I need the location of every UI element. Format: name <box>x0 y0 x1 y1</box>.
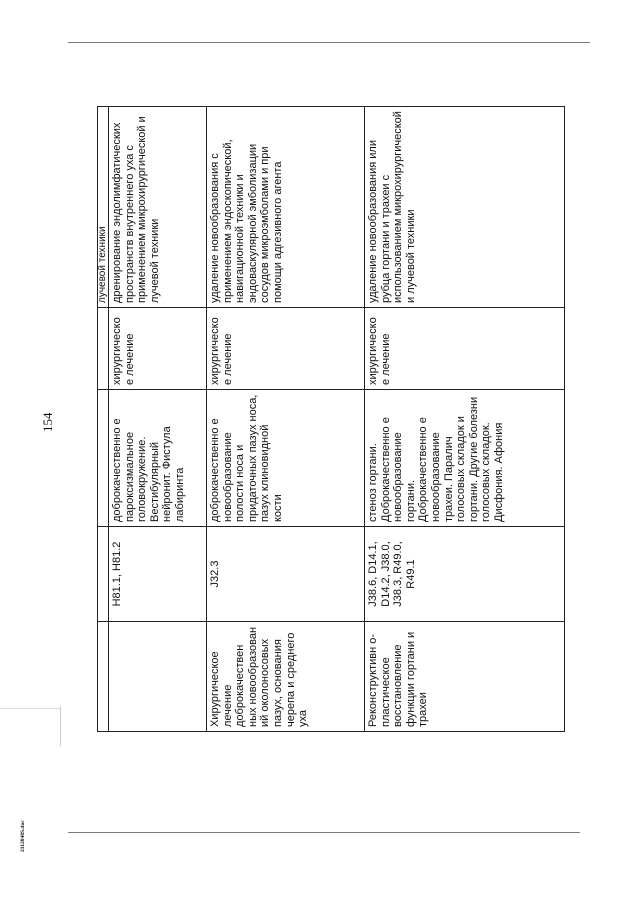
top-rule <box>68 42 590 43</box>
cell-codes: J32.3 <box>207 527 365 622</box>
cell-continuation-text: лучевой техники <box>98 107 109 308</box>
bottom-rule <box>68 832 580 833</box>
cell-group: Хирургическое лечение доброкачествен ных новообразован ий околоносовых пазух, основания черепа и среднего уха <box>207 622 365 732</box>
cell-method: удаление новообразования или рубца гортани и трахеи с использованием микрохирургической и лучевой техники <box>365 107 565 308</box>
cell-group <box>109 622 207 732</box>
cell-empty <box>98 308 109 390</box>
footer-code: 2112848S.doc <box>20 820 26 852</box>
cell-treatment: хирургическое лечение <box>109 308 207 390</box>
cell-diagnosis: стеноз гортани. Доброкачественно е новообразование гортани. Доброкачественно е новообразование трахеи. Паралич голосовых складок и гортани. Другие болезни голосовых складок. Дисфония. Афония <box>365 390 565 527</box>
table-grid <box>97 106 565 732</box>
cell-method: удаление новообразования с применением эндоскопической, навигационной техники и эндоваскулярной эмболизации сосудов микроэмболами и при помощи адгезивного агента <box>207 107 365 308</box>
cell-codes: J38.6, D14.1, D14.2, J38.0, J38.3, R49.0, R49.1 <box>365 527 565 622</box>
cell-empty <box>98 527 109 622</box>
scan-mark <box>60 706 61 746</box>
table-row <box>109 107 207 732</box>
table-row <box>365 107 565 732</box>
cell-group: Реконструктивн о-пластическое восстановление функции гортани и трахеи <box>365 622 565 732</box>
cell-diagnosis: доброкачественно е новообразование полости носа и придаточных пазух носа, пазух клиновидной кости <box>207 390 365 527</box>
cell-codes: H81.1, H81.2 <box>109 527 207 622</box>
cell-treatment: хирургическое лечение <box>207 308 365 390</box>
cell-empty <box>98 390 109 527</box>
cell-method: дренирование эндолимфатических пространств внутреннего уха с применением микрохирургической и лучевой техники <box>109 107 207 308</box>
scan-mark <box>0 708 60 709</box>
table-row-continuation <box>98 107 109 732</box>
cell-diagnosis: доброкачественно е пароксизмальное головокружение. Вестибулярный нейронит. Фистула лабиринта <box>109 390 207 527</box>
cell-empty <box>98 622 109 732</box>
table-row <box>207 107 365 732</box>
page-number: 154 <box>40 412 55 432</box>
medical-care-table <box>97 111 563 732</box>
cell-treatment: хирургическое лечение <box>365 308 565 390</box>
